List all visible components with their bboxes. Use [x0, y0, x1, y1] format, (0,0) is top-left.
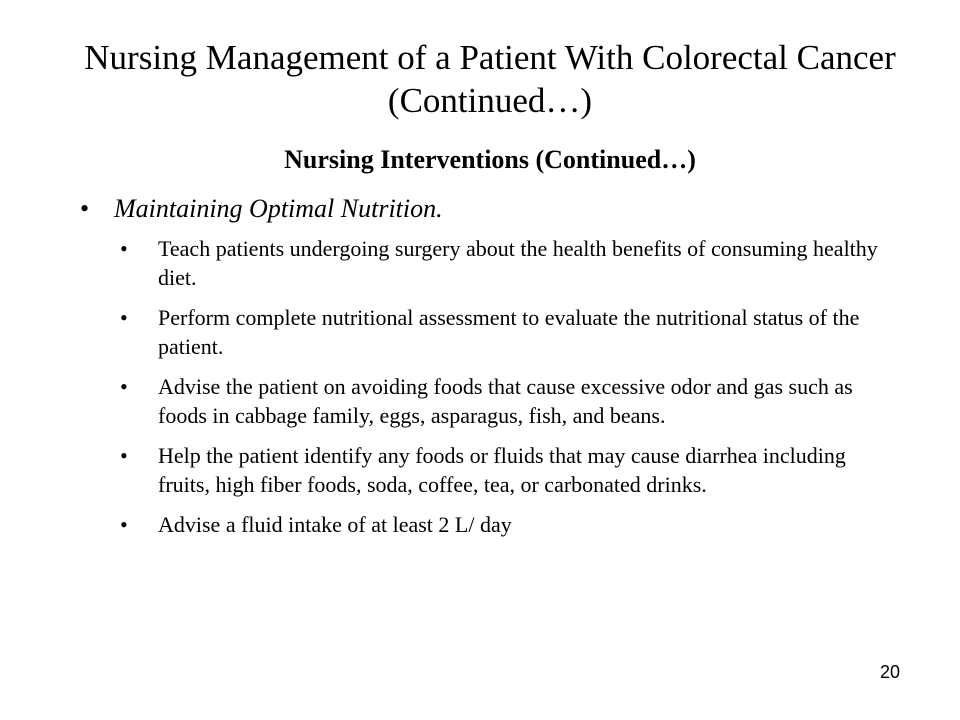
main-bullet — [80, 192, 443, 226]
list-item — [120, 303, 900, 361]
bullet-glyph: • — [120, 236, 128, 261]
page-number: 20 — [879, 662, 900, 682]
list-item-text: Advise a fluid intake of at least 2 L/ day — [158, 512, 512, 537]
list-item-text: Teach patients undergoing surgery about the health benefits of consuming healthy diet. — [158, 236, 878, 290]
list-item — [120, 234, 900, 292]
slide-title: Nursing Management of a Patient With Colorectal Cancer (Continued…) — [84, 38, 896, 120]
list-item — [120, 372, 900, 430]
list-item — [120, 441, 900, 499]
bullet-glyph: • — [80, 194, 90, 223]
bullet-glyph: • — [120, 305, 128, 330]
bullet-glyph: • — [120, 443, 128, 468]
bullet-glyph: • — [120, 374, 128, 399]
list-item-text: Advise the patient on avoiding foods that cause excessive odor and gas such as foods in cabbage family, eggs, asparagus, fish, and beans. — [158, 374, 853, 428]
list-item-text: Help the patient identify any foods or fluids that may cause diarrhea including fruits, high fiber foods, soda, coffee, tea, or carbonated drinks. — [158, 443, 846, 497]
list-item-text: Perform complete nutritional assessment to evaluate the nutritional status of the patient. — [158, 305, 860, 359]
bullet-glyph: • — [120, 512, 128, 537]
slide-subtitle: Nursing Interventions (Continued…) — [284, 145, 696, 174]
list-item — [120, 510, 900, 539]
main-bullet-text: Maintaining Optimal Nutrition. — [114, 194, 443, 223]
sub-bullet-list — [120, 234, 900, 550]
